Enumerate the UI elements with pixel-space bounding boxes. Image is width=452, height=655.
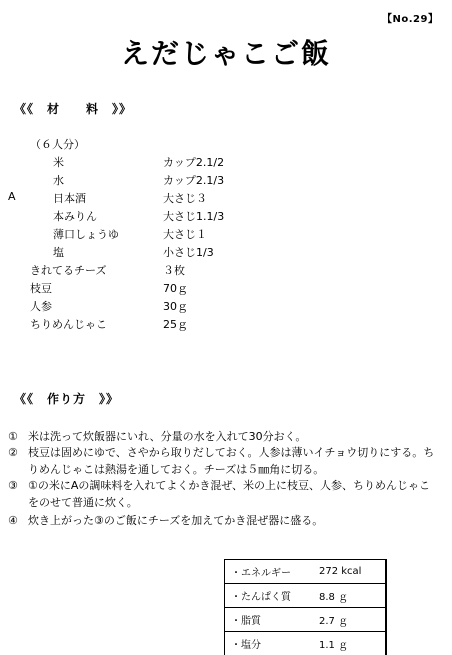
ingredient-amount: カップ2.1/3 <box>163 174 225 187</box>
step-text: ①の米にAの調味料を入れてよくかき混ぜ、米の上に枝豆、人参、ちりめんじゃこをのせて普通に炊く。 <box>28 479 431 509</box>
step-text: 枝豆は固めにゆで、さやから取りだしておく。人参は薄いイチョウ切りにする。ちりめんじゃこは熱湯を通しておく。チーズは５㎜角に切る。 <box>28 446 435 476</box>
nutrition-label: ・塩分 <box>231 640 261 651</box>
nutrition-value: 8.8 ｇ <box>319 592 349 603</box>
step-number: ③ <box>8 479 18 492</box>
ingredient-amount: 大さじ1.1/3 <box>163 210 225 223</box>
doc-number: 【No.29】 <box>382 14 439 25</box>
ingredient-name: 日本酒 <box>53 192 86 205</box>
ingredient-group: A <box>8 190 16 203</box>
nutrition-row <box>225 632 385 655</box>
page-title: えだじゃこご飯 <box>120 37 331 70</box>
servings: （６人分） <box>30 138 85 151</box>
nutrition-row <box>225 608 385 632</box>
ingredient-amount: 大さじ３ <box>163 192 207 205</box>
ingredient-name: 人参 <box>30 300 52 313</box>
ingredient-name: 米 <box>53 156 64 169</box>
ingredient-name: ちりめんじゃこ <box>30 318 107 331</box>
step-number: ① <box>8 430 18 443</box>
nutrition-row <box>225 560 385 584</box>
nutrition-label: ・たんぱく質 <box>231 592 291 603</box>
ingredient-name: 塩 <box>53 246 64 259</box>
nutrition-label: ・脂質 <box>231 616 261 627</box>
ingredient-amount: 70ｇ <box>163 282 188 295</box>
ingredient-name: きれてるチーズ <box>30 264 107 277</box>
nutrition-label: ・エネルギー <box>231 568 291 579</box>
step-number: ④ <box>8 514 18 527</box>
ingredient-name: 本みりん <box>53 210 97 223</box>
ingredient-amount: 大さじ１ <box>163 228 207 241</box>
ingredient-amount: ３枚 <box>163 264 185 277</box>
nutrition-value: 2.7 ｇ <box>319 616 349 627</box>
step-item <box>8 444 438 478</box>
ingredient-amount: 25ｇ <box>163 318 188 331</box>
ingredient-amount: カップ2.1/2 <box>163 156 225 169</box>
nutrition-row <box>225 584 385 608</box>
step-item <box>8 428 438 445</box>
step-text: 炊き上がった③のご飯にチーズを加えてかき混ぜ器に盛る。 <box>28 514 324 527</box>
step-text: 米は洗って炊飯器にいれ、分量の水を入れて30分おく。 <box>28 430 307 443</box>
ingredient-name: 枝豆 <box>30 282 52 295</box>
ingredients-heading: 《《 材 料 》》 <box>14 102 133 116</box>
ingredient-name: 薄口しょうゆ <box>53 228 119 241</box>
instructions-heading: 《《 作り方 》》 <box>14 392 120 406</box>
ingredient-amount: 小さじ1/3 <box>163 246 214 259</box>
nutrition-value: 1.1 ｇ <box>319 640 349 651</box>
step-number: ② <box>8 446 18 459</box>
nutrition-value: 272 kcal <box>319 566 362 577</box>
ingredient-amount: 30ｇ <box>163 300 188 313</box>
step-item <box>8 477 438 511</box>
nutrition-table <box>224 559 387 655</box>
ingredient-name: 水 <box>53 174 64 187</box>
step-item <box>8 512 438 529</box>
